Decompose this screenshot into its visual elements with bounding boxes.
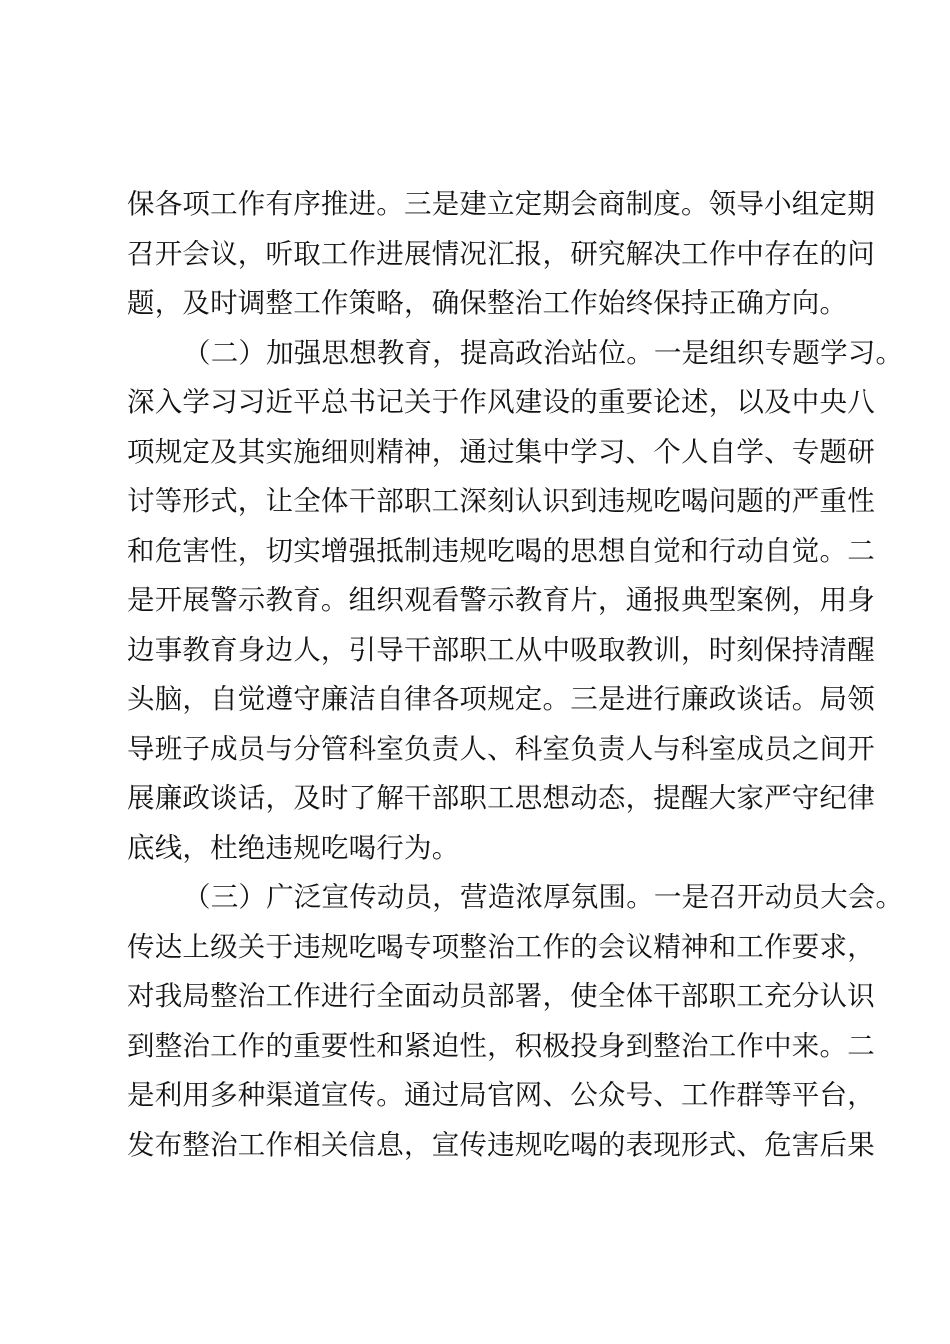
text-line: 讨等形式，让全体干部职工深刻认识到违规吃喝问题的严重性 bbox=[127, 485, 875, 517]
text-line: 展廉政谈话，及时了解干部职工思想动态，提醒大家严守纪律 bbox=[127, 782, 875, 814]
text-line: 题，及时调整工作策略，确保整治工作始终保持正确方向。 bbox=[127, 287, 848, 319]
text-line: 头脑，自觉遵守廉洁自律各项规定。三是进行廉政谈话。局领 bbox=[127, 683, 875, 715]
text-line: 发布整治工作相关信息，宣传违规吃喝的表现形式、危害后果 bbox=[127, 1128, 875, 1161]
section-heading-line: （三）广泛宣传动员，营造浓厚氛围。一是召开动员大会。 bbox=[183, 881, 904, 913]
text-line: 导班子成员与分管科室负责人、科室负责人与科室成员之间开 bbox=[127, 732, 875, 765]
section-heading-line: （二）加强思想教育，提高政治站位。一是组织专题学习。 bbox=[183, 336, 904, 369]
text-line: 和危害性，切实增强抵制违规吃喝的思想自觉和行动自觉。二 bbox=[127, 534, 875, 567]
text-line: 项规定及其实施细则精神，通过集中学习、个人自学、专题研 bbox=[127, 435, 875, 468]
text-line: 保各项工作有序推进。三是建立定期会商制度。领导小组定期 bbox=[127, 188, 875, 220]
text-line: 传达上级关于违规吃喝专项整治工作的会议精神和工作要求， bbox=[127, 930, 875, 963]
text-line: 边事教育身边人，引导干部职工从中吸取教训，时刻保持清醒 bbox=[127, 633, 875, 666]
text-line: 是开展警示教育。组织观看警示教育片，通报典型案例，用身 bbox=[127, 584, 875, 616]
text-line: 召开会议，听取工作进展情况汇报，研究解决工作中存在的问 bbox=[127, 237, 875, 270]
text-line: 对我局整治工作进行全面动员部署，使全体干部职工充分认识 bbox=[127, 980, 875, 1012]
text-line: 底线，杜绝违规吃喝行为。 bbox=[127, 831, 460, 864]
text-line: 是利用多种渠道宣传。通过局官网、公众号、工作群等平台， bbox=[127, 1079, 875, 1111]
text-line: 深入学习习近平总书记关于作风建设的重要论述，以及中央八 bbox=[127, 386, 875, 418]
document-body bbox=[127, 180, 904, 1170]
text-line: 到整治工作的重要性和紧迫性，积极投身到整治工作中来。二 bbox=[127, 1029, 875, 1062]
